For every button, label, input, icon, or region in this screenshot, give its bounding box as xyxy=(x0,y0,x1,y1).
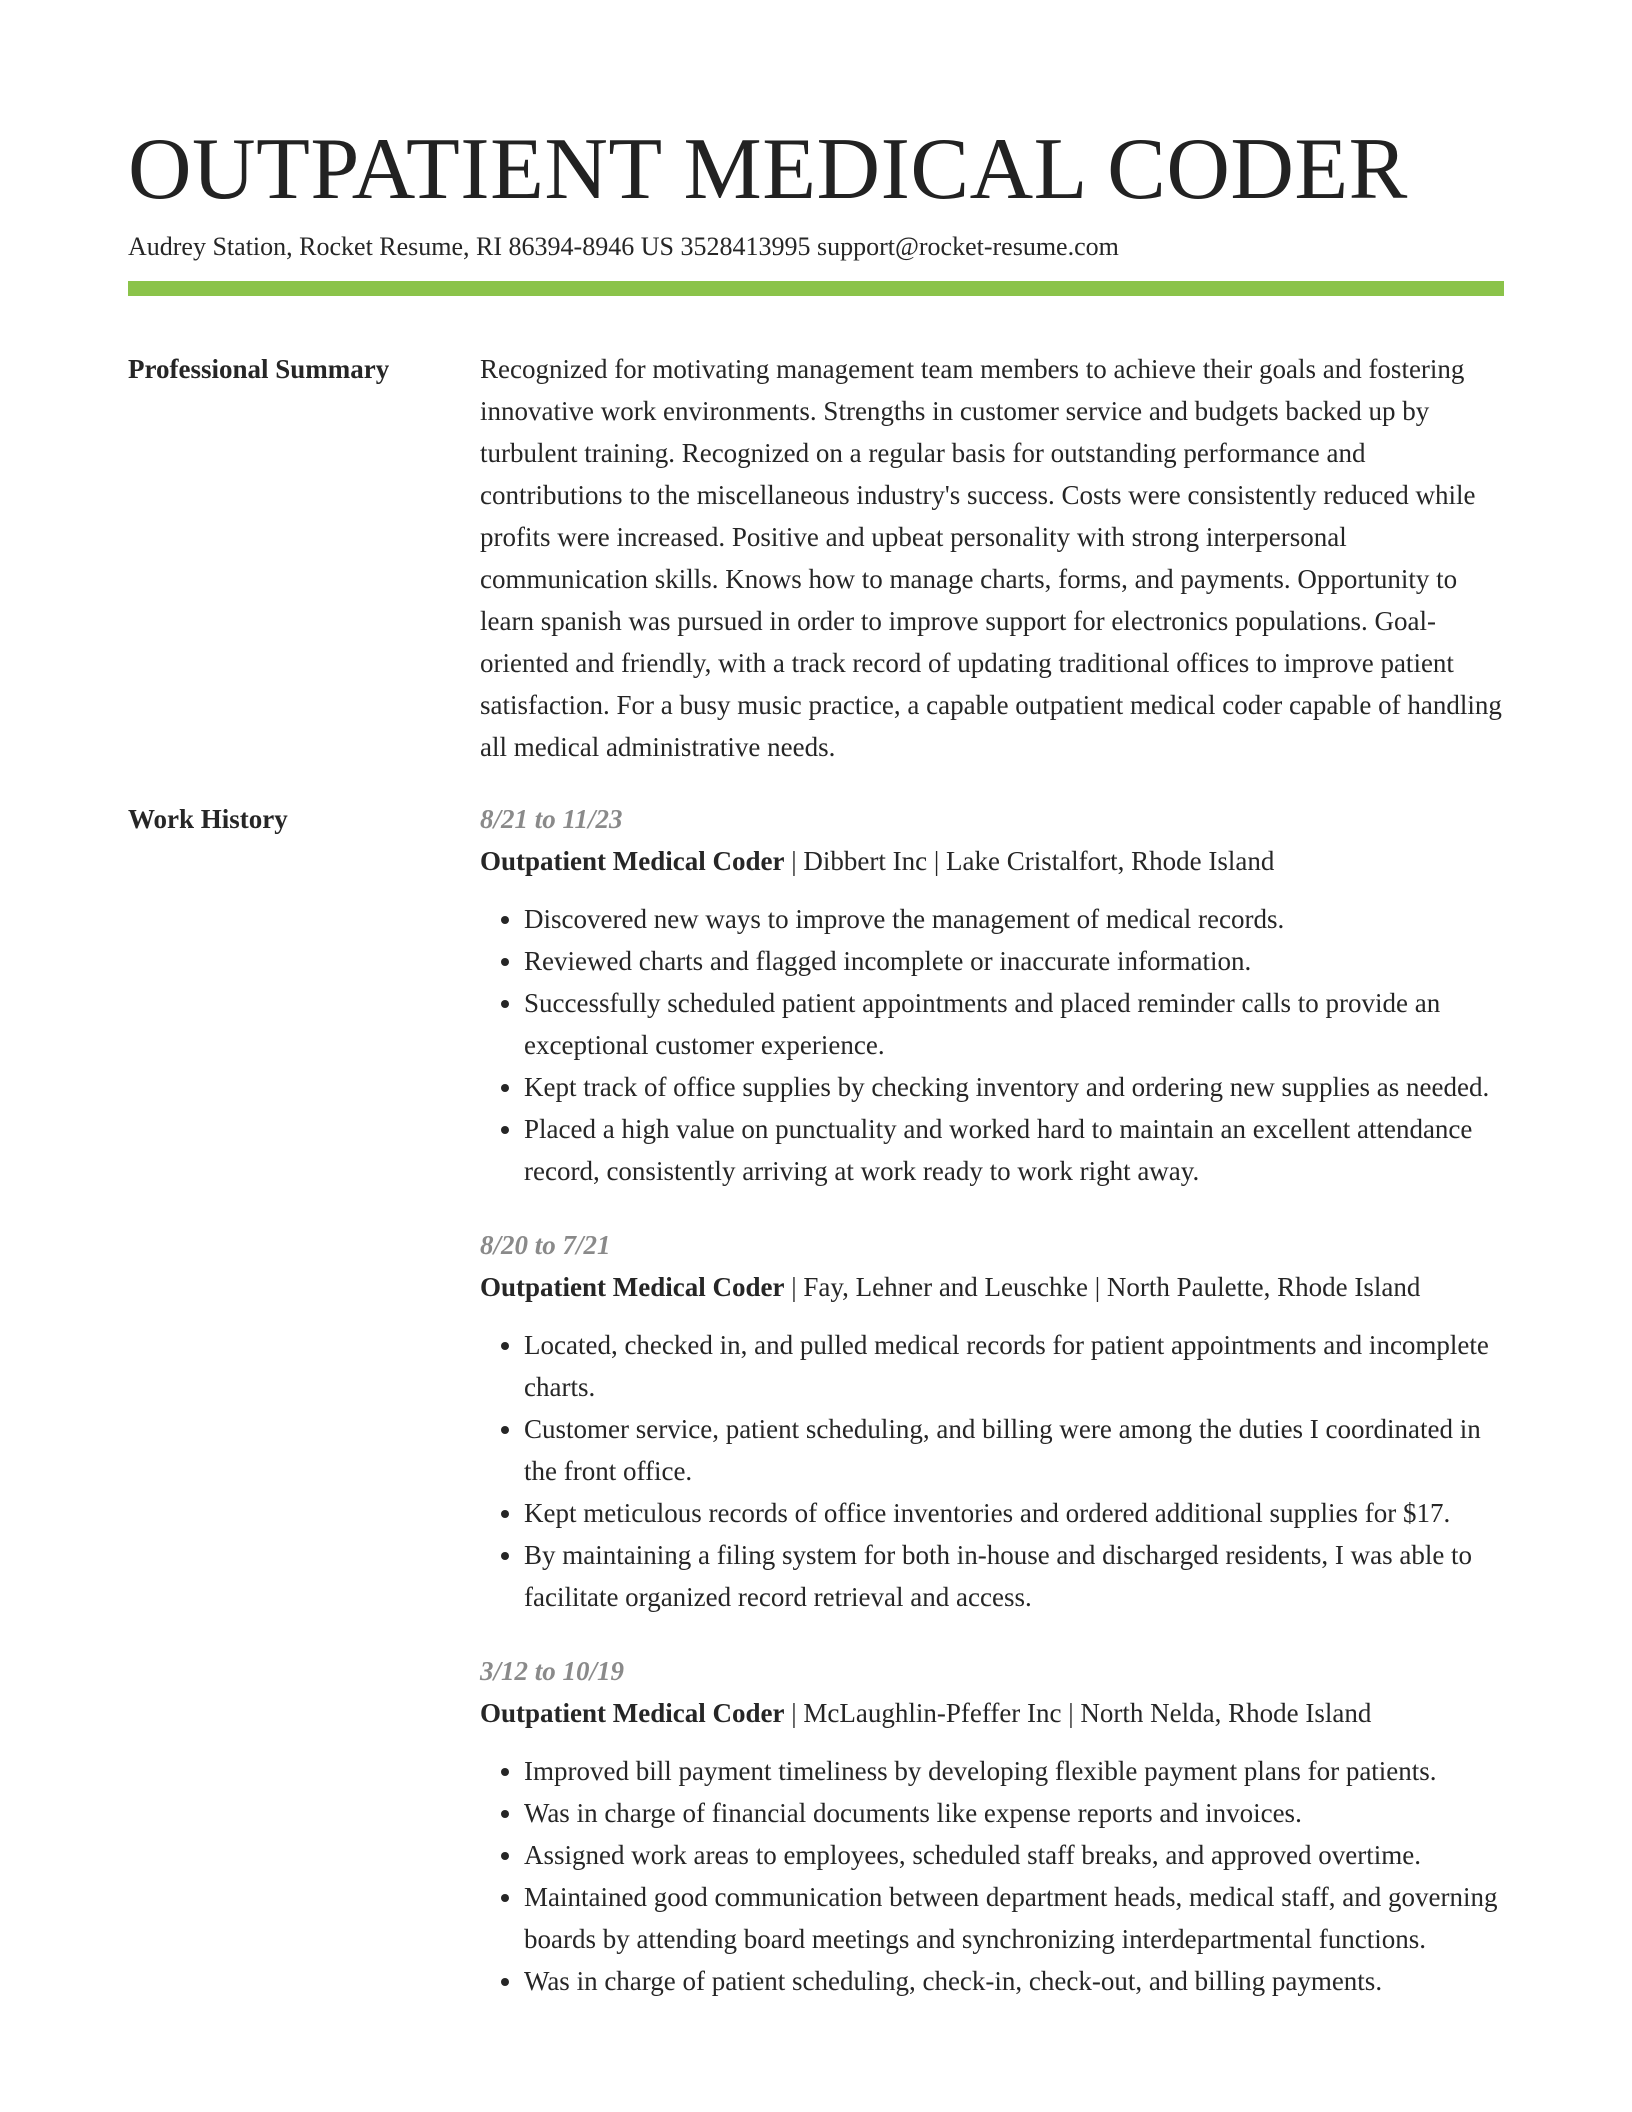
job-title-line xyxy=(480,840,1504,882)
job-bullet: • Reviewed charts and flagged incomplete or inaccurate information. xyxy=(524,940,1504,982)
section-label-work-history: Work History xyxy=(128,804,288,834)
professional-summary-text: Recognized for motivating management team members to achieve their goals and fostering innovative work environments. Strengths in customer service and budgets backed up by turbulent training. Recognized on a regular basis for outstanding performance and contributions to the miscellaneous industry's success. Costs were consistently reduced while profits were increased. Positive and upbeat personality with strong interpersonal communication skills. Knows how to manage charts, forms, and payments. Opportunity to learn spanish was pursued in order to improve support for electronics populations. Goal-oriented and friendly, with a track record of updating traditional offices to improve patient satisfaction. For a busy music practice, a capable outpatient medical coder capable of handling all medical administrative needs. xyxy=(480,354,1502,762)
job-bullet-list xyxy=(480,898,1504,1192)
work-history-section xyxy=(128,798,1504,2002)
professional-summary-section xyxy=(128,348,1504,768)
professional-summary-body xyxy=(480,348,1504,768)
job-bullet: • Located, checked in, and pulled medical records for patient appointments and incomplete charts. xyxy=(524,1324,1504,1408)
job-entry xyxy=(480,1650,1504,2002)
work-history-body xyxy=(480,798,1504,2002)
job-bullet: • Assigned work areas to employees, scheduled staff breaks, and approved overtime. xyxy=(524,1834,1504,1876)
job-bullet: • Discovered new ways to improve the management of medical records. xyxy=(524,898,1504,940)
job-title-line xyxy=(480,1692,1504,1734)
job-bullet-list xyxy=(480,1324,1504,1618)
job-title: Outpatient Medical Coder xyxy=(480,846,785,876)
job-title: Outpatient Medical Coder xyxy=(480,1272,785,1302)
job-bullet: • Placed a high value on punctuality and worked hard to maintain an excellent attendance record, consistently arriving at work ready to work right away. xyxy=(524,1108,1504,1192)
job-bullet-list xyxy=(480,1750,1504,2002)
job-bullet: • By maintaining a filing system for both in-house and discharged residents, I was able to facilitate organized record retrieval and access. xyxy=(524,1534,1504,1618)
section-label-professional-summary: Professional Summary xyxy=(128,354,390,384)
job-dates: 8/21 to 11/23 xyxy=(480,804,623,834)
job-employer-location: | Dibbert Inc | Lake Cristalfort, Rhode Island xyxy=(784,846,1275,876)
job-bullet: • Customer service, patient scheduling, and billing were among the duties I coordinated in the front office. xyxy=(524,1408,1504,1492)
job-entry xyxy=(480,1224,1504,1618)
job-bullet: • Was in charge of patient scheduling, check-in, check-out, and billing payments. xyxy=(524,1960,1504,2002)
job-employer-location: | McLaughlin-Pfeffer Inc | North Nelda, Rhode Island xyxy=(784,1698,1372,1728)
job-employer-location: | Fay, Lehner and Leuschke | North Paulette, Rhode Island xyxy=(784,1272,1421,1302)
job-entry xyxy=(480,798,1504,1192)
job-bullet: • Kept track of office supplies by checking inventory and ordering new supplies as needed. xyxy=(524,1066,1504,1108)
job-bullet: • Kept meticulous records of office inventories and ordered additional supplies for $17. xyxy=(524,1492,1504,1534)
job-bullet: • Successfully scheduled patient appointments and placed reminder calls to provide an exceptional customer experience. xyxy=(524,982,1504,1066)
job-title-line xyxy=(480,1266,1504,1308)
job-bullet: • Improved bill payment timeliness by developing flexible payment plans for patients. xyxy=(524,1750,1504,1792)
contact-line: Audrey Station, Rocket Resume, RI 86394-8946 US 3528413995 support@rocket-resume.com xyxy=(128,232,1119,261)
job-bullet: • Was in charge of financial documents like expense reports and invoices. xyxy=(524,1792,1504,1834)
job-dates: 8/20 to 7/21 xyxy=(480,1230,611,1260)
resume-page xyxy=(128,0,1504,2002)
accent-divider xyxy=(128,281,1504,296)
job-dates: 3/12 to 10/19 xyxy=(480,1656,625,1686)
job-title: Outpatient Medical Coder xyxy=(480,1698,785,1728)
resume-name-heading: OUTPATIENT MEDICAL CODER xyxy=(128,121,1408,218)
job-bullet: • Maintained good communication between department heads, medical staff, and governing boards by attending board meetings and synchronizing interdepartmental functions. xyxy=(524,1876,1504,1960)
